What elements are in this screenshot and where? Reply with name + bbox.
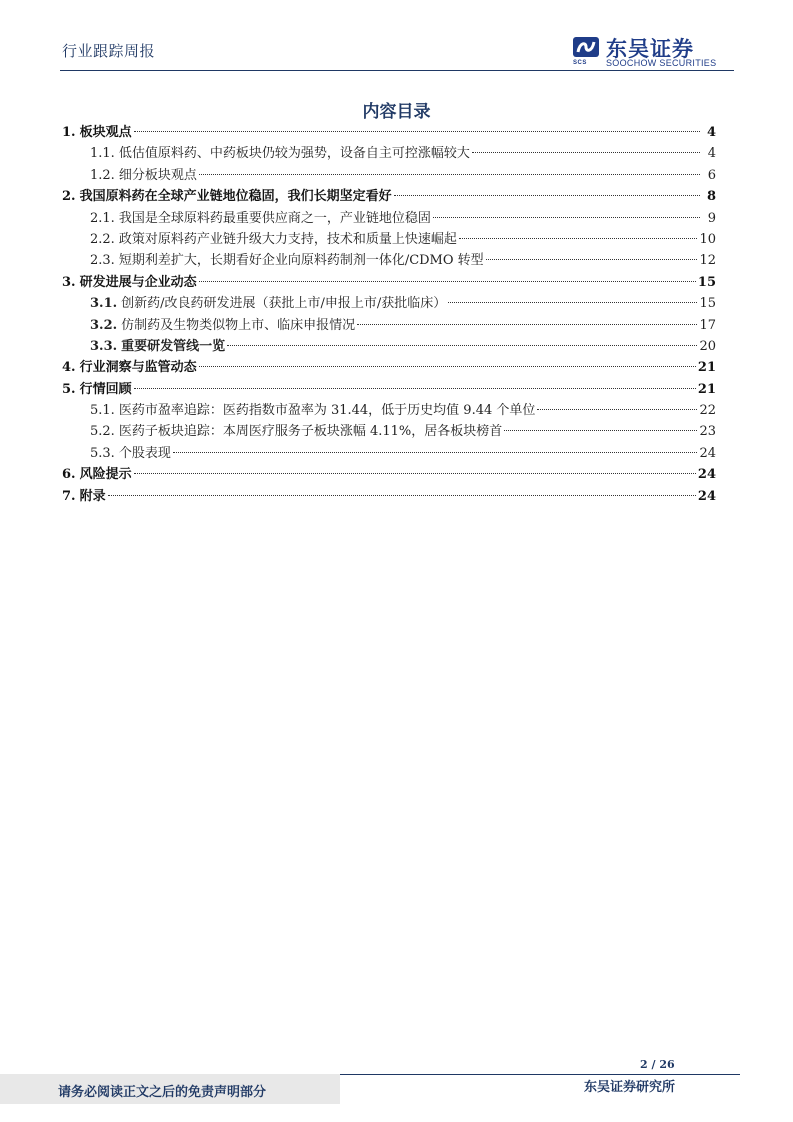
toc-entry-number: 3.1.	[90, 296, 118, 312]
toc-entry-page: 8	[706, 189, 716, 205]
toc-entry[interactable]	[62, 357, 716, 378]
toc-dot-leader	[394, 195, 700, 196]
toc-entry-page: 20	[699, 338, 716, 354]
toc-dot-leader	[459, 238, 698, 239]
logo-mark-text: SCS	[573, 60, 587, 66]
toc-entry[interactable]	[62, 250, 716, 271]
toc-entry-label: 我国是全球原料药最重要供应商之一，产业链地位稳固	[118, 210, 431, 226]
toc-entry-page: 24	[697, 467, 716, 483]
toc-dot-leader	[537, 409, 697, 410]
toc-entry-label: 创新药/改良药研发进展（获批上市/申报上市/获批临床）	[121, 296, 447, 312]
toc-entry-label: 医药市盈率追踪：医药指数市盈率为 31.44，低于历史均值 9.44 个单位	[118, 403, 536, 419]
toc-entry[interactable]	[62, 336, 716, 357]
toc-dot-leader	[504, 430, 697, 431]
toc-dot-leader	[472, 152, 700, 153]
toc-entry-label: 研发进展与企业动态	[79, 274, 197, 290]
footer-disclaimer: 请务必阅读正文之后的免责声明部分	[58, 1085, 267, 1100]
toc-dot-leader	[134, 388, 696, 389]
toc-dot-leader	[227, 345, 697, 346]
footer-divider	[340, 1074, 740, 1075]
toc-entry-label: 板块观点	[79, 125, 132, 140]
toc-entry-page: 12	[699, 253, 716, 269]
toc-entry-label: 行业洞察与监管动态	[79, 360, 197, 376]
toc-entry-page: 21	[697, 360, 716, 376]
page-number: 2 / 26	[640, 1058, 675, 1071]
report-type-label: 行业跟踪周报	[62, 42, 156, 60]
toc-entry-label: 风险提示	[79, 467, 132, 483]
toc-entry-number: 5.1.	[90, 403, 115, 419]
toc-entry-number: 2.3.	[90, 253, 115, 269]
company-logo	[572, 36, 732, 70]
toc-entry[interactable]	[62, 443, 716, 464]
toc-entry-label: 个股表现	[118, 445, 171, 461]
toc-dot-leader	[134, 131, 700, 132]
toc-entry-label: 我国原料药在全球产业链地位稳固，我们长期坚定看好	[79, 189, 392, 205]
toc-entry-page: 21	[697, 381, 716, 397]
toc-entry-page: 17	[699, 317, 716, 333]
header-divider	[60, 70, 734, 71]
toc-title: 内容目录	[362, 102, 431, 122]
toc-dot-leader	[448, 302, 697, 303]
toc-entry[interactable]	[62, 421, 716, 442]
toc-entry-number: 5.2.	[90, 424, 115, 440]
logo-name-cn: 东吴证券	[606, 37, 694, 61]
toc-entry[interactable]	[62, 165, 716, 186]
toc-entry[interactable]	[62, 186, 716, 207]
footer-institute: 东吴证券研究所	[584, 1080, 676, 1095]
toc-entry-number: 6.	[62, 467, 76, 483]
toc-entry-number: 7.	[62, 488, 76, 504]
toc-entry-label: 低估值原料药、中药板块仍较为强势，设备自主可控涨幅较大	[118, 146, 470, 162]
toc-dot-leader	[357, 324, 697, 325]
toc-entry[interactable]	[62, 208, 716, 229]
toc-entry-page: 9	[707, 210, 716, 226]
toc-entry-label: 短期利差扩大，长期看好企业向原料药制剂一体化/CDMO 转型	[118, 253, 484, 269]
toc-entry-label: 仿制药及生物类似物上市、临床申报情况	[121, 317, 356, 333]
table-of-contents	[62, 122, 716, 507]
toc-entry-number: 4.	[62, 360, 76, 376]
toc-entry-number: 1.2.	[90, 167, 115, 183]
toc-entry-number: 3.3.	[90, 338, 118, 354]
toc-entry-page: 4	[707, 146, 716, 162]
toc-entry[interactable]	[62, 486, 716, 507]
toc-entry-number: 1.1.	[90, 146, 115, 162]
toc-dot-leader	[199, 366, 696, 367]
toc-entry[interactable]	[62, 315, 716, 336]
toc-entry-page: 6	[707, 167, 716, 183]
toc-entry-number: 3.2.	[90, 317, 118, 333]
toc-entry[interactable]	[62, 400, 716, 421]
toc-entry-number: 2.	[62, 189, 76, 205]
toc-entry-number: 1.	[62, 125, 76, 140]
toc-entry-label: 细分板块观点	[118, 167, 197, 183]
toc-dot-leader	[134, 473, 696, 474]
toc-entry[interactable]	[62, 122, 716, 143]
toc-entry[interactable]	[62, 272, 716, 293]
toc-entry-label: 行情回顾	[79, 381, 132, 397]
toc-entry-page: 15	[697, 274, 716, 290]
toc-entry[interactable]	[62, 293, 716, 314]
toc-entry-page: 24	[697, 488, 716, 504]
toc-entry-label: 政策对原料药产业链升级大力支持，技术和质量上快速崛起	[118, 231, 457, 247]
toc-entry-page: 4	[706, 125, 716, 140]
toc-entry-page: 10	[699, 231, 716, 247]
toc-entry-label: 附录	[79, 488, 106, 504]
toc-entry-page: 15	[699, 296, 716, 312]
toc-entry-number: 5.3.	[90, 445, 115, 461]
toc-dot-leader	[433, 217, 700, 218]
toc-entry-number: 5.	[62, 381, 76, 397]
toc-entry-label: 重要研发管线一览	[121, 338, 226, 354]
toc-entry-page: 22	[699, 403, 716, 419]
toc-entry[interactable]	[62, 464, 716, 485]
toc-entry-page: 24	[699, 445, 716, 461]
toc-entry[interactable]	[62, 379, 716, 400]
toc-dot-leader	[486, 259, 698, 260]
toc-entry-number: 2.2.	[90, 231, 115, 247]
toc-dot-leader	[173, 452, 698, 453]
toc-entry[interactable]	[62, 229, 716, 250]
toc-entry-label: 医药子板块追踪：本周医疗服务子板块涨幅 4.11%，居各板块榜首	[118, 424, 503, 440]
logo-name-en: SOOCHOW SECURITIES	[606, 58, 717, 68]
toc-entry-page: 23	[699, 424, 716, 440]
toc-entry-number: 2.1.	[90, 210, 115, 226]
toc-entry-number: 3.	[62, 274, 76, 290]
toc-entry[interactable]	[62, 143, 716, 164]
toc-dot-leader	[199, 174, 700, 175]
toc-dot-leader	[108, 495, 696, 496]
toc-dot-leader	[199, 281, 696, 282]
